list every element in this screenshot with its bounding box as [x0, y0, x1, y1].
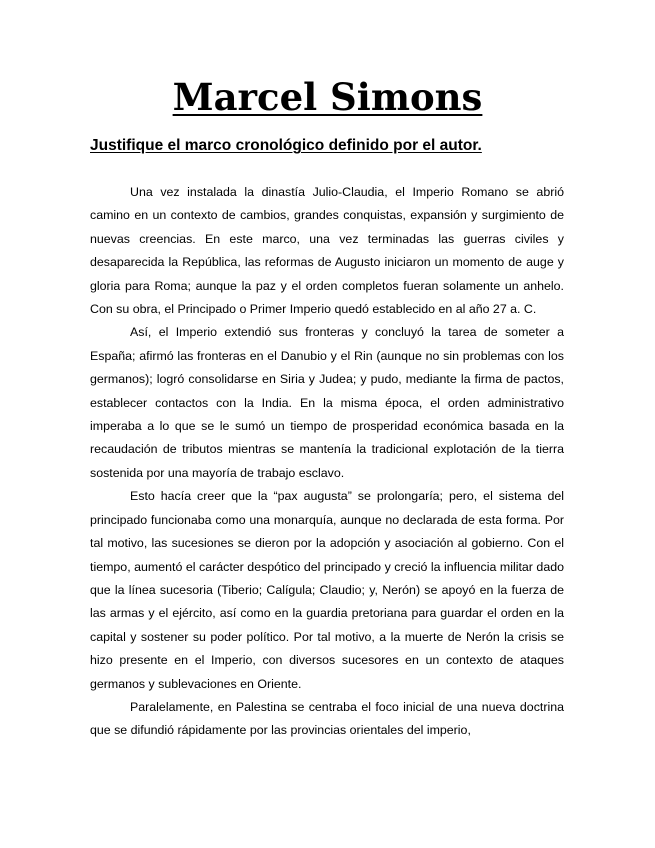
- document-subtitle: Justifique el marco cronológico definido por el autor.: [90, 137, 482, 154]
- document-body: [90, 181, 564, 743]
- paragraph-2: Así, el Imperio extendió sus fronteras y concluyó la tarea de someter a España; afirmó las fronteras en el Danubio y el Rin (aunque no sin problemas con los germanos); logró consolidarse en Siria y Judea; y pudo, mediante la firma de pactos, establecer contactos con la India. En la misma época, el orden administrativo imperaba a lo que se le sumó un tiempo de prosperidad económica basada en la recaudación de tributos mientras se mantenía la tradicional explotación de la tierra sostenida por una mayoría de trabajo esclavo.: [90, 325, 564, 480]
- paragraph-1: Una vez instalada la dinastía Julio-Claudia, el Imperio Romano se abrió camino en un contexto de cambios, grandes conquistas, expansión y surgimiento de nuevas creencias. En este marco, una vez terminadas las guerras civiles y desaparecida la República, las reformas de Augusto iniciaron un momento de auge y gloria para Roma; aunque la paz y el orden completos fueran solamente un anhelo. Con su obra, el Principado o Primer Imperio quedó establecido en al año 27 a. C.: [90, 185, 564, 317]
- document-title: Marcel Simons: [172, 75, 483, 119]
- paragraph-4: Paralelamente, en Palestina se centraba el foco inicial de una nueva doctrina que se difundió rápidamente por las provincias orientales del imperio,: [90, 699, 564, 738]
- paragraph-3: Esto hacía creer que la “pax augusta” se prolongaría; pero, el sistema del principado funcionaba como una monarquía, aunque no declarada de esta forma. Por tal motivo, las sucesiones se dieron por la adopción y asociación al gobierno. Con el tiempo, aumentó el carácter despótico del principado y creció la influencia militar dado que la línea sucesoria (Tiberio; Calígula; Claudio; y, Nerón) se apoyó en la fuerza de las armas y el ejército, así como en la guardia pretoriana para guardar el orden en la capital y sostener su poder político. Por tal motivo, a la muerte de Nerón la crisis se hizo presente en el Imperio, con diversos sucesores en un contexto de ataques germanos y sublevaciones en Oriente.: [90, 489, 564, 691]
